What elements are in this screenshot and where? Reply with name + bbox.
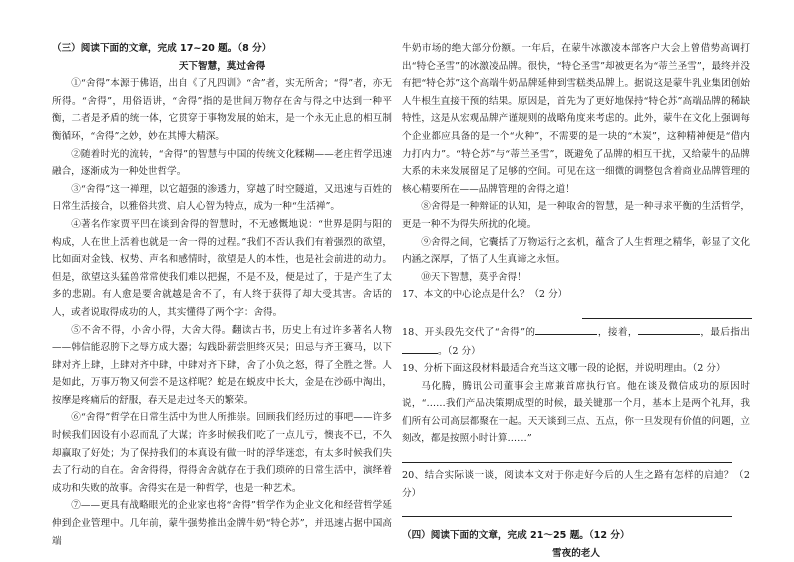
question-19-material: 马化腾，腾讯公司董事会主席兼首席执行官。他在谈及微信成功的原因时说，“……我们产品决策期成型的时候，最关键那一个月，基本上是两个礼拜，我们所有公司高层都聚在一起。天天谈到三点、五点，你一旦发现有价值的问题，立刻改，都是按照小时计算……” xyxy=(402,380,750,445)
article-title: 天下智慧，莫过舍得 xyxy=(178,60,266,72)
question-17: 17、本文的中心论点是什么？（2 分） xyxy=(402,289,568,301)
question-19: 19、分析下面这段材料最适合充当这文哪一段的论据，并说明理由。（2 分） xyxy=(402,363,726,375)
question-20: 20、结合实际谈一谈，阅读本文对于你走好今后的人生之路有怎样的启迪？（2 分） xyxy=(402,470,750,499)
question-18-part-d: 。（2 分） xyxy=(438,345,481,357)
question-18-part-a: 18、开头段先交代了“舍得”的 xyxy=(402,326,536,338)
paragraph-7: ⑦——更具有战略眼光的企业家也将“舍得”哲学作为企业文化和经营哲学延伸到企业管理中。几年前，蒙牛强势推出金牌牛奶“特仑苏”，并迅速占据中国高端 xyxy=(52,500,392,547)
paragraph-6: ⑥“舍得”哲学在日常生活中为世人所推崇。回顾我们经历过的事吧——许多时候我们因设有小忍而乱了大谋；许多时候我们吃了一点儿亏，懊丧不已，不久却赢取了好处；为了保持我们的本真设有做一时的浮华迷恋，有太多时候我们失去了行动的自在。舍舍得得，得得舍舍就存在于我们琐碎的日常生活中，演绎着成功和失败的故事。舍得实在是一种哲学，也是一种艺术。 xyxy=(52,412,392,494)
question-18 xyxy=(402,323,750,360)
answer-line-20[interactable] xyxy=(402,504,732,517)
paragraph-8: ⑧舍得是一种辩证的认知，是一种取舍的智慧，是一种寻求平衡的生活哲学，更是一种不为得失所扰的化境。 xyxy=(402,201,750,230)
paragraph-4: ④著名作家贾平凹在谈到舍得的智慧时，不无感慨地说：“世界是阴与阳的构成，人在世上活着也就是一舍一得的过程。”我们不否认我们有着强烈的欲望，比如面对金钱、权势、声名和感情时，欲望是人的本性，也是社会前进的动力。但是，欲望这头猛兽常常使我们难以把握，不是不及，便是过了，于是产生了太多的悲剧。有人愈是要舍就越是舍不了，有人终于获得了却大受其害。舍话的人，或者说取得成功的人，其实懂得了两个字：舍得。 xyxy=(52,218,392,318)
paragraph-1: ①“舍得”本源于佛语，出自《了凡四训》“舍”者，实无所舍；“得”者，亦无所得。“舍得”，用俗语讲，“舍得”指的是世间万物存在舍与得之中达到一种平衡，二者是矛盾的统一体，它贯穿于事物发展的始末，是一个永无止息的相互制衡循环，“舍得”之妙，妙在其博大精深。 xyxy=(52,78,392,142)
right-column xyxy=(402,40,750,562)
paragraph-3: ③“舍得”这一禅理，以它超强的渗透力，穿越了时空隧道，又迅速与百姓的日常生活接合，以雅俗共赏、启人心智为特点，成为一种“生活禅”。 xyxy=(52,183,392,213)
paragraph-9: ⑨舍得之间，它囊括了万物运行之玄机，蕴含了人生哲理之精华，彰显了文化内涵之深厚，了悟了人生真谛之永恒。 xyxy=(402,236,750,266)
answer-line-19[interactable] xyxy=(402,450,732,463)
question-18-part-c: ，最后指出 xyxy=(699,326,750,338)
answer-blank-18-3[interactable] xyxy=(402,342,438,354)
section-heading: （三）阅读下面的文章，完成 17~20 题。（8 分） xyxy=(52,43,272,54)
left-column xyxy=(52,40,392,550)
article-title-4: 雪夜的老人 xyxy=(552,547,600,559)
paragraph-7-continued: 牛奶市场的绝大部分份额。一年后，在蒙牛冰激凌本部客户大会上曾借势高调打出“特仑圣雪”的冰激凌品牌。很快，“特仑圣雪”却被更名为“蒂兰圣雪”，最终并没有把“特仑苏”这个高端牛奶品牌延伸到雪糕类品牌上。据说这是蒙牛乳业集团创始人牛根生直接干预的结果。原因是，首先为了更好地保持“特仑苏”高端品牌的稀缺特性，这是从宏观品牌产谨规则的战略角度来考虑的。此外，蒙牛在文化上强调每个企业都应具备的是一个“火种”，不需要的是一块的“木炭”，这种精神便是“借内力打内力”。“特仑苏”与“蒂兰圣雪”，既避免了品牌的相互干扰，又给蒙牛的品牌大系的未来发展留足了足够的空间。可见在这一细微的调整包含着商业品牌管理的核心精要所在——品牌管理的舍得之道！ xyxy=(402,43,750,195)
paragraph-2: ②随着时光的流转，“舍得”的智慧与中国的传统文化糅糊——老庄哲学迅速融合，逐渐成为一种处世哲学。 xyxy=(52,148,392,178)
answer-blank-18-1[interactable] xyxy=(535,323,597,335)
question-18-part-b: ，接着， xyxy=(597,326,638,338)
answer-line-17[interactable] xyxy=(582,306,752,319)
paragraph-5: ⑤不舍不得，小舍小得，大舍大得。翻读古书，历史上有过许多著名人物——韩信能忍胯下之辱方成大器；勾践卧薪尝胆终灭吴；田忌与齐王赛马，以下肆对齐上肆，上肆对齐中肆，中肆对齐下肆，舍了小负之怒，得了全胜之誉。人是如此，万事万物又何尝不是这样呢？蛇是在蜕皮中长大，金是在沙砾中淘出，按摩是疼痛后的舒服，春天是走过冬天的繁荣。 xyxy=(52,324,392,406)
paragraph-10: ⑩天下智慧，莫乎舍得！ xyxy=(421,271,527,283)
section-heading-4: （四）阅读下面的文章，完成 21～25 题。（12 分） xyxy=(402,530,630,542)
answer-blank-18-2[interactable] xyxy=(638,323,700,335)
